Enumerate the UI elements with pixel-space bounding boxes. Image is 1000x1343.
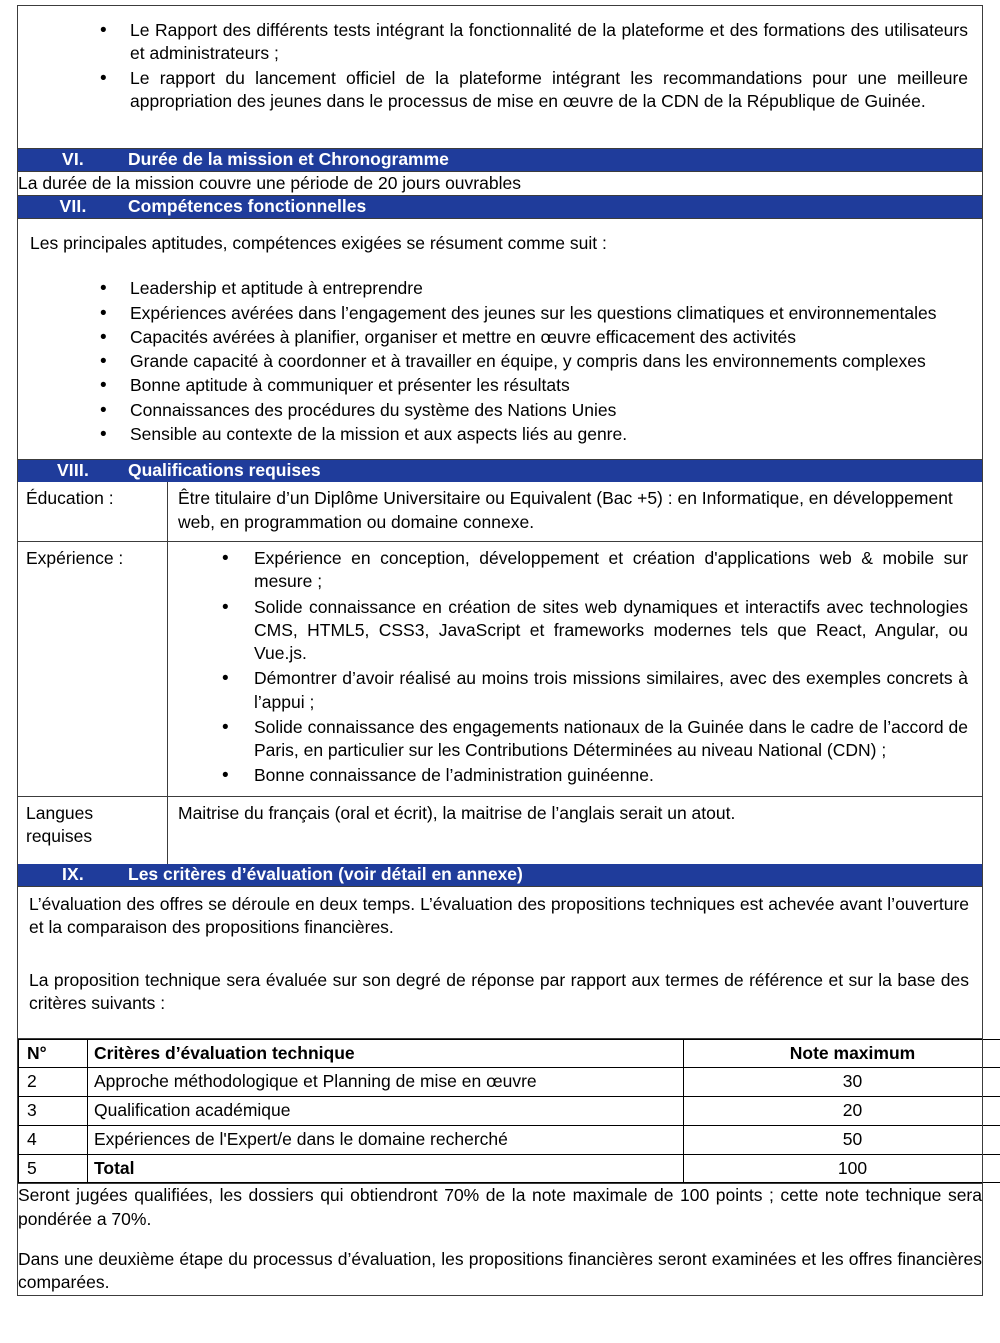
closing-cell [18,1184,983,1296]
cell-libelle: Qualification académique [88,1097,684,1126]
section-number: VIII. [56,460,90,481]
qualification-subtable-cell [18,482,983,864]
section-vii-header-row [18,196,983,219]
cell-libelle: Total [88,1154,684,1183]
closing-para-2: Dans une deuxième étape du processus d’évaluation, les propositions financières seront examinées et les offres financières comparées. [18,1248,982,1293]
list-item: • Bonne connaissance de l’administration guinéenne. [176,764,968,787]
section-vi-body-row [18,171,983,195]
section-title: Compétences fonctionnelles [128,196,367,217]
experience-label: Expérience : [18,542,168,797]
section-ix-intro [18,886,983,1038]
experience-value [168,542,983,797]
top-bullet-list [30,19,968,113]
langues-label: Langues requises [18,796,168,864]
section-header-vii [18,196,983,219]
section-header-vi [18,149,983,172]
evaluation-para-1: L’évaluation des offres se déroule en deux temps. L’évaluation des propositions techniques est achevée avant l’ouverture et la comparaison des propositions financières. [29,893,969,937]
section-title: Qualifications requises [128,460,321,481]
cell-no: 3 [19,1097,88,1126]
col-header-note: Note maximum [684,1039,1000,1068]
list-item: • Expériences avérées dans l’engagement des jeunes sur les questions climatiques et environnementales [30,302,968,325]
cell-note: 50 [684,1125,1000,1154]
section-title: Les critères d’évaluation (voir détail en annexe) [128,863,523,884]
langues-value: Maitrise du français (oral et écrit), la maitrise de l’anglais serait un atout. [178,802,736,823]
education-value: Être titulaire d’un Diplôme Universitaire ou Equivalent (Bac +5) : en Informatique, en développement web, en programmation ou domaine connexe. [168,482,983,541]
cell-note: 20 [684,1097,1000,1126]
list-item: • Le rapport du lancement officiel de la plateforme intégrant les recommandations pour une meilleure appropriation des jeunes dans le processus de mise en œuvre de la CDN de la République de Guinée. [30,67,968,114]
competences-intro: Les principales aptitudes, compétences exigées se résument comme suit : [30,233,607,254]
section-header-viii [18,460,983,482]
criteria-table-cell [18,1038,983,1184]
section-vi-header-row [18,149,983,172]
cell-note: 30 [684,1068,1000,1097]
section-vi-body: La durée de la mission couvre une période de 20 jours ouvrables [18,171,983,195]
spacer [29,1016,969,1038]
section-number: VI. [62,149,84,170]
cell-libelle: Expériences de l'Expert/e dans le domaine recherché [88,1125,684,1154]
closing-row [18,1184,983,1296]
education-label: Éducation : [18,482,168,541]
closing-para-1: Seront jugées qualifiées, les dossiers qui obtiendront 70% de la note maximale de 100 points ; cette note technique sera pondérée a 70%. [18,1185,982,1229]
cell-no: 4 [19,1125,88,1154]
criteria-table-row [18,1038,983,1184]
list-item: • Démontrer d’avoir réalisé au moins trois missions similaires, avec des exemples concrets à l’appui ; [176,667,968,714]
col-header-no: N° [19,1039,88,1068]
cell-no: 5 [19,1154,88,1183]
table-header-row [19,1039,1000,1068]
table-row [19,1097,1000,1126]
experience-list [176,547,968,788]
list-item: • Leadership et aptitude à entreprendre [30,277,968,300]
list-item: • Solide connaissance des engagements nationaux de la Guinée dans le cadre de l’accord de Paris, en particulier sur les Contributions Déterminées au niveau National (CDN) ; [176,716,968,763]
section-header-ix [18,864,983,886]
evaluation-para-2: La proposition technique sera évaluée sur son degré de réponse par rapport aux termes de référence et sur la base des critères suivants : [29,970,969,1014]
table-row [18,482,982,541]
list-item: • Le Rapport des différents tests intégrant la fonctionnalité de la plateforme et des formations des utilisateurs et administrateurs ; [30,19,968,66]
list-item: • Sensible au contexte de la mission et aux aspects liés au genre. [30,423,968,446]
cell-note: 100 [684,1154,1000,1183]
section-vii-body-row [18,219,983,460]
list-item: • Solide connaissance en création de sites web dynamiques et interactifs avec technologies CMS, HTML5, CSS3, JavaScript et frameworks modernes tels que React, Angular, ou Vue.js. [176,596,968,666]
competences-list [30,277,968,446]
qualifications-table [18,482,982,864]
table-row [19,1125,1000,1154]
document-table [17,5,983,1296]
spacer [30,114,968,136]
section-ix-header-row [18,864,983,886]
table-row [19,1154,1000,1183]
table-row [18,796,982,864]
cell-libelle: Approche méthodologique et Planning de mise en œuvre [88,1068,684,1097]
section-ix-intro-row [18,886,983,1038]
section-number: VII. [59,196,87,217]
spacer [29,939,969,969]
list-item: • Capacités avérées à planifier, organiser et mettre en œuvre efficacement des activités [30,326,968,349]
cell-no: 2 [19,1068,88,1097]
top-bullets-cell [18,6,983,149]
list-item: • Connaissances des procédures du système des Nations Unies [30,399,968,422]
list-item: • Expérience en conception, développement et création d'applications web & mobile sur mesure ; [176,547,968,594]
qualification-row-education [18,482,983,864]
list-item: • Grande capacité à coordonner et à travailler en équipe, y compris dans les environnements complexes [30,350,968,373]
table-row [19,1068,1000,1097]
section-viii-header-row [18,460,983,482]
spacer [30,255,968,277]
col-header-libelle: Critères d’évaluation technique [88,1039,684,1068]
section-number: IX. [62,863,84,884]
section-title: Durée de la mission et Chronogramme [128,149,449,170]
list-item: • Bonne aptitude à communiquer et présenter les résultats [30,374,968,397]
section-vii-body [18,219,983,460]
top-bullets-row [18,6,983,149]
criteria-table [18,1039,1000,1184]
table-row [18,542,982,797]
